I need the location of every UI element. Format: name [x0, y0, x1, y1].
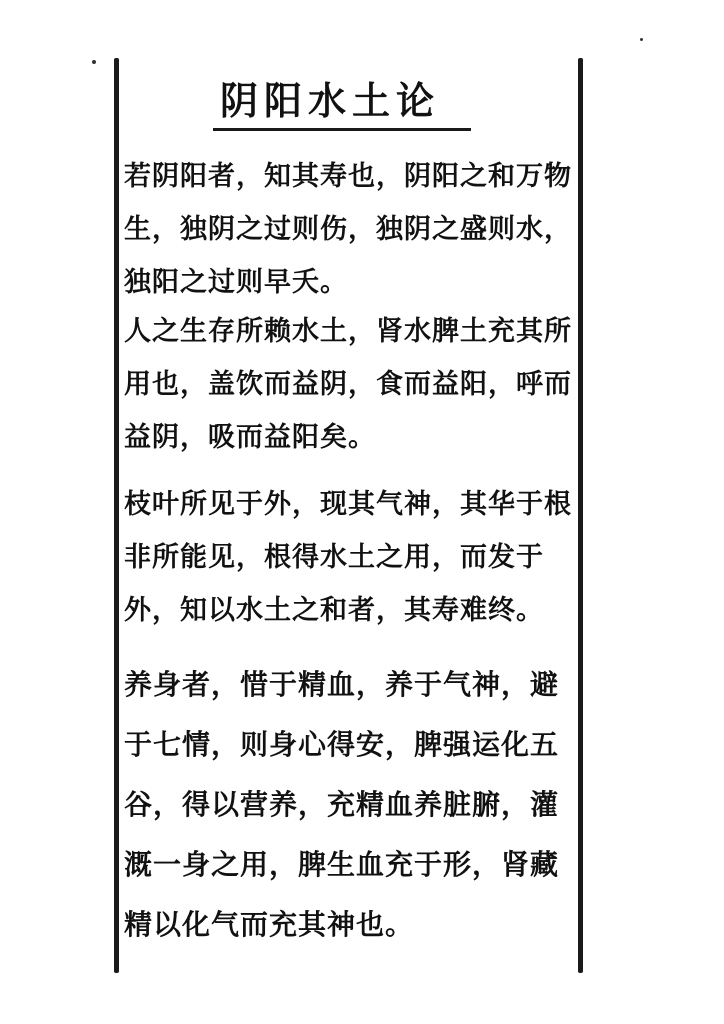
- page-title: 阴阳水土论: [219, 78, 440, 123]
- paper-speck: [92, 60, 96, 64]
- left-border-line: [114, 58, 119, 973]
- right-border-line: [578, 58, 583, 973]
- title-underline: [213, 128, 471, 131]
- paragraph-4: 养身者，惜于精血，养于气神，避于七情，则身心得安，脾强运化五谷，得以营养，充精血养脏腑，灌溉一身之用，脾生血充于形，肾藏精以化气而充其神也。: [124, 668, 560, 941]
- paper-speck: [640, 38, 643, 41]
- paragraph-2: 人之生存所赖水土，肾水脾土充其所用也，盖饮而益阴，食而益阳，呼而益阴，吸而益阳矣。: [124, 316, 572, 453]
- paragraph-3: 枝叶所见于外，现其气神，其华于根非所能见，根得水土之用，而发于外，知以水土之和者，其寿难终。: [124, 489, 572, 626]
- paragraph-1: 若阴阳者，知其寿也，阴阳之和万物生，独阴之过则伤，独阴之盛则水，独阳之过则早夭。: [124, 161, 572, 298]
